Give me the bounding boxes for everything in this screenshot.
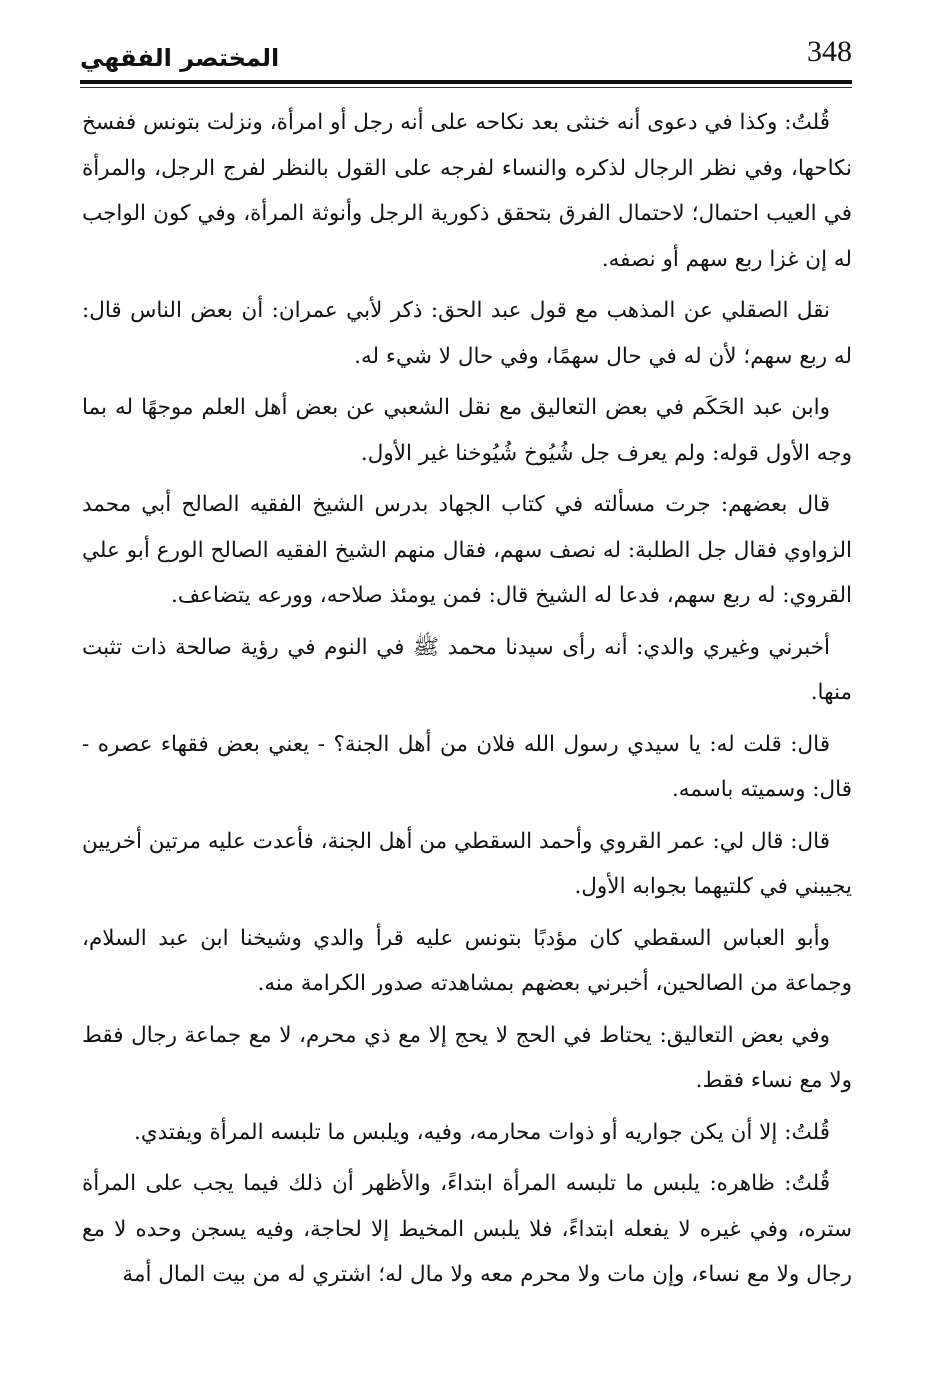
- paragraph: قال: قلت له: يا سيدي رسول الله فلان من أهل الجنة؟ - يعني بعض فقهاء عصره - قال: وسميته باسمه.: [82, 731, 852, 802]
- paragraph: قال بعضهم: جرت مسألته في كتاب الجهاد بدرس الشيخ الفقيه الصالح أبي محمد الزواوي فقال جل الطلبة: له نصف سهم، فقال منهم الشيخ الفقيه الصالح الورع أبو علي القروي: له ربع سهم، فدعا له الشيخ قال: فمن يومئذ صلاحه، وورعه يتضاعف.: [82, 492, 852, 608]
- header-rule-thin: [80, 87, 852, 88]
- paragraph: نقل الصقلي عن المذهب مع قول عبد الحق: ذكر لأبي عمران: أن بعض الناس قال: له ربع سهم؛ لأن له في حال سهمًا، وفي حال لا شيء له.: [82, 298, 852, 369]
- paragraph: قُلتُ: ظاهره: يلبس ما تلبسه المرأة ابتداءً، والأظهر أن ذلك فيما يجب على المرأة ستره، وفي غيره لا يفعله ابتداءً، فلا يلبس المخيط إلا لحاجة، وفيه يسجن وحده لا مع رجال ولا مع نساء، وإن مات ولا محرم معه ولا مال له؛ اشتري له من بيت المال أمة: [82, 1171, 852, 1287]
- header-rule: [80, 80, 852, 84]
- paragraph: أخبرني وغيري والدي: أنه رأى سيدنا محمد ﷺ في النوم في رؤية صالحة ذات تثبت منها.: [82, 634, 852, 705]
- page-number: 348: [807, 35, 852, 68]
- body-text: [82, 100, 852, 1304]
- paragraph: وفي بعض التعاليق: يحتاط في الحج لا يحج إلا مع ذي محرم، لا مع جماعة رجال فقط ولا مع نساء فقط.: [82, 1022, 852, 1093]
- paragraph: قُلتُ: وكذا في دعوى أنه خنثى بعد نكاحه على أنه رجل أو امرأة، ونزلت بتونس ففسخ نكاحها، وفي نظر الرجال لذكره والنساء لفرجه على القول بالنظر لفرج الرجل، والمرأة في العيب احتمال؛ لاحتمال الفرق بتحقق ذكورية الرجل وأنوثة المرأة، وفي كون الواجب له إن غزا ربع سهم أو نصفه.: [82, 110, 852, 272]
- running-title: المختصر الفقهي: [80, 44, 280, 72]
- paragraph: وأبو العباس السقطي كان مؤدبًا بتونس عليه قرأ والدي وشيخنا ابن عبد السلام، وجماعة من الصالحين، أخبرني بعضهم بمشاهدته صدور الكرامة منه.: [82, 925, 852, 996]
- paragraph: وابن عبد الحَكَم في بعض التعاليق مع نقل الشعبي عن بعض أهل العلم موجهًا له بما وجه الأول قوله: ولم يعرف جل شُيُوخ شُيُوخنا غير الأول.: [82, 395, 852, 466]
- paragraph: قال: قال لي: عمر القروي وأحمد السقطي من أهل الجنة، فأعدت عليه مرتين أخريين يجيبني في كلتيهما بجوابه الأول.: [82, 828, 852, 899]
- paragraph: قُلتُ: إلا أن يكن جواريه أو ذوات محارمه، وفيه، ويلبس ما تلبسه المرأة ويفتدي.: [133, 1119, 830, 1145]
